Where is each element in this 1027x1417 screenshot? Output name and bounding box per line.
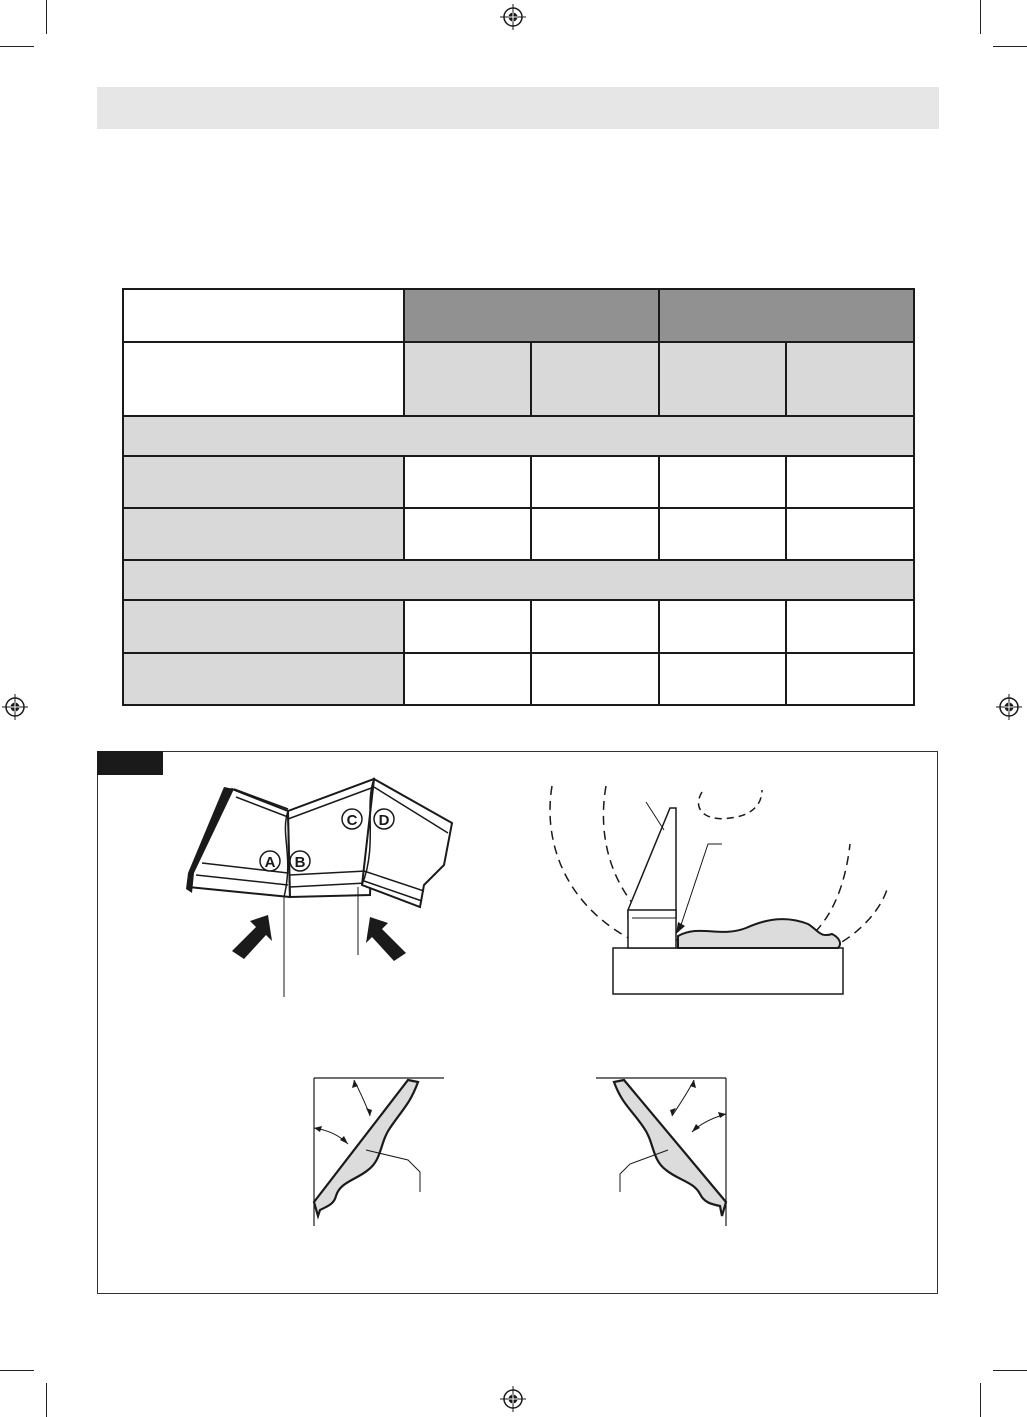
table-cell <box>659 600 786 652</box>
table-cell <box>404 508 531 560</box>
table-cell <box>786 456 914 508</box>
table-header-row <box>123 289 914 342</box>
table-section-row <box>123 560 914 600</box>
saw-blade-molding-illustration <box>540 778 900 998</box>
section-label-cell <box>123 416 914 456</box>
table-subheader-label-cell <box>123 342 404 415</box>
row-label-cell <box>123 456 404 508</box>
crop-mark <box>0 1370 34 1371</box>
table-cell <box>659 653 786 705</box>
callout-d <box>374 809 394 829</box>
table-cell <box>786 653 914 705</box>
column-subheader <box>404 342 531 415</box>
registration-mark-icon <box>500 4 526 30</box>
table-row <box>123 600 914 652</box>
table-cell <box>404 600 531 652</box>
table-row <box>123 508 914 560</box>
table-cell <box>531 653 659 705</box>
registration-mark-icon <box>500 1386 526 1412</box>
table-cell <box>531 600 659 652</box>
section-label-cell <box>123 560 914 600</box>
table-cell <box>531 508 659 560</box>
crop-mark <box>993 46 1027 47</box>
table-corner-cell <box>123 289 404 342</box>
svg-text:A: A <box>264 854 276 871</box>
svg-text:B: B <box>294 854 306 871</box>
column-subheader <box>786 342 914 415</box>
crop-mark <box>46 0 47 34</box>
registration-mark-icon <box>2 694 28 720</box>
crop-mark <box>46 1383 47 1417</box>
arrow-icon <box>366 917 406 961</box>
section-header-band <box>97 87 939 129</box>
column-subheader <box>659 342 786 415</box>
table-section-row <box>123 416 914 456</box>
table-cell <box>404 653 531 705</box>
crown-molding-corner-illustration <box>180 775 460 1005</box>
molding-profile-left-illustration <box>310 1074 450 1230</box>
table-cell <box>786 600 914 652</box>
crop-mark <box>993 1370 1027 1371</box>
svg-text:D: D <box>378 812 390 829</box>
molding-profile-right-illustration <box>596 1074 732 1230</box>
table-cell <box>659 456 786 508</box>
crop-mark <box>980 1383 981 1417</box>
crop-mark <box>0 46 34 47</box>
table-row <box>123 456 914 508</box>
callout-a <box>260 851 280 871</box>
arrow-icon <box>232 915 272 959</box>
callout-b <box>290 851 310 871</box>
crop-mark <box>980 0 981 34</box>
column-group-header <box>404 289 659 342</box>
row-label-cell <box>123 508 404 560</box>
table-cell <box>531 456 659 508</box>
row-label-cell <box>123 600 404 652</box>
column-subheader <box>531 342 659 415</box>
table-cell <box>786 508 914 560</box>
callout-c <box>342 809 362 829</box>
svg-text:C: C <box>346 812 358 829</box>
column-group-header <box>659 289 914 342</box>
table-subheader-row <box>123 342 914 415</box>
registration-mark-icon <box>996 694 1022 720</box>
miter-bevel-settings-table <box>122 288 913 706</box>
table-row <box>123 653 914 705</box>
figure-number-tag <box>97 751 163 775</box>
row-label-cell <box>123 653 404 705</box>
settings-grid <box>122 288 915 706</box>
table-cell <box>404 456 531 508</box>
table-cell <box>659 508 786 560</box>
